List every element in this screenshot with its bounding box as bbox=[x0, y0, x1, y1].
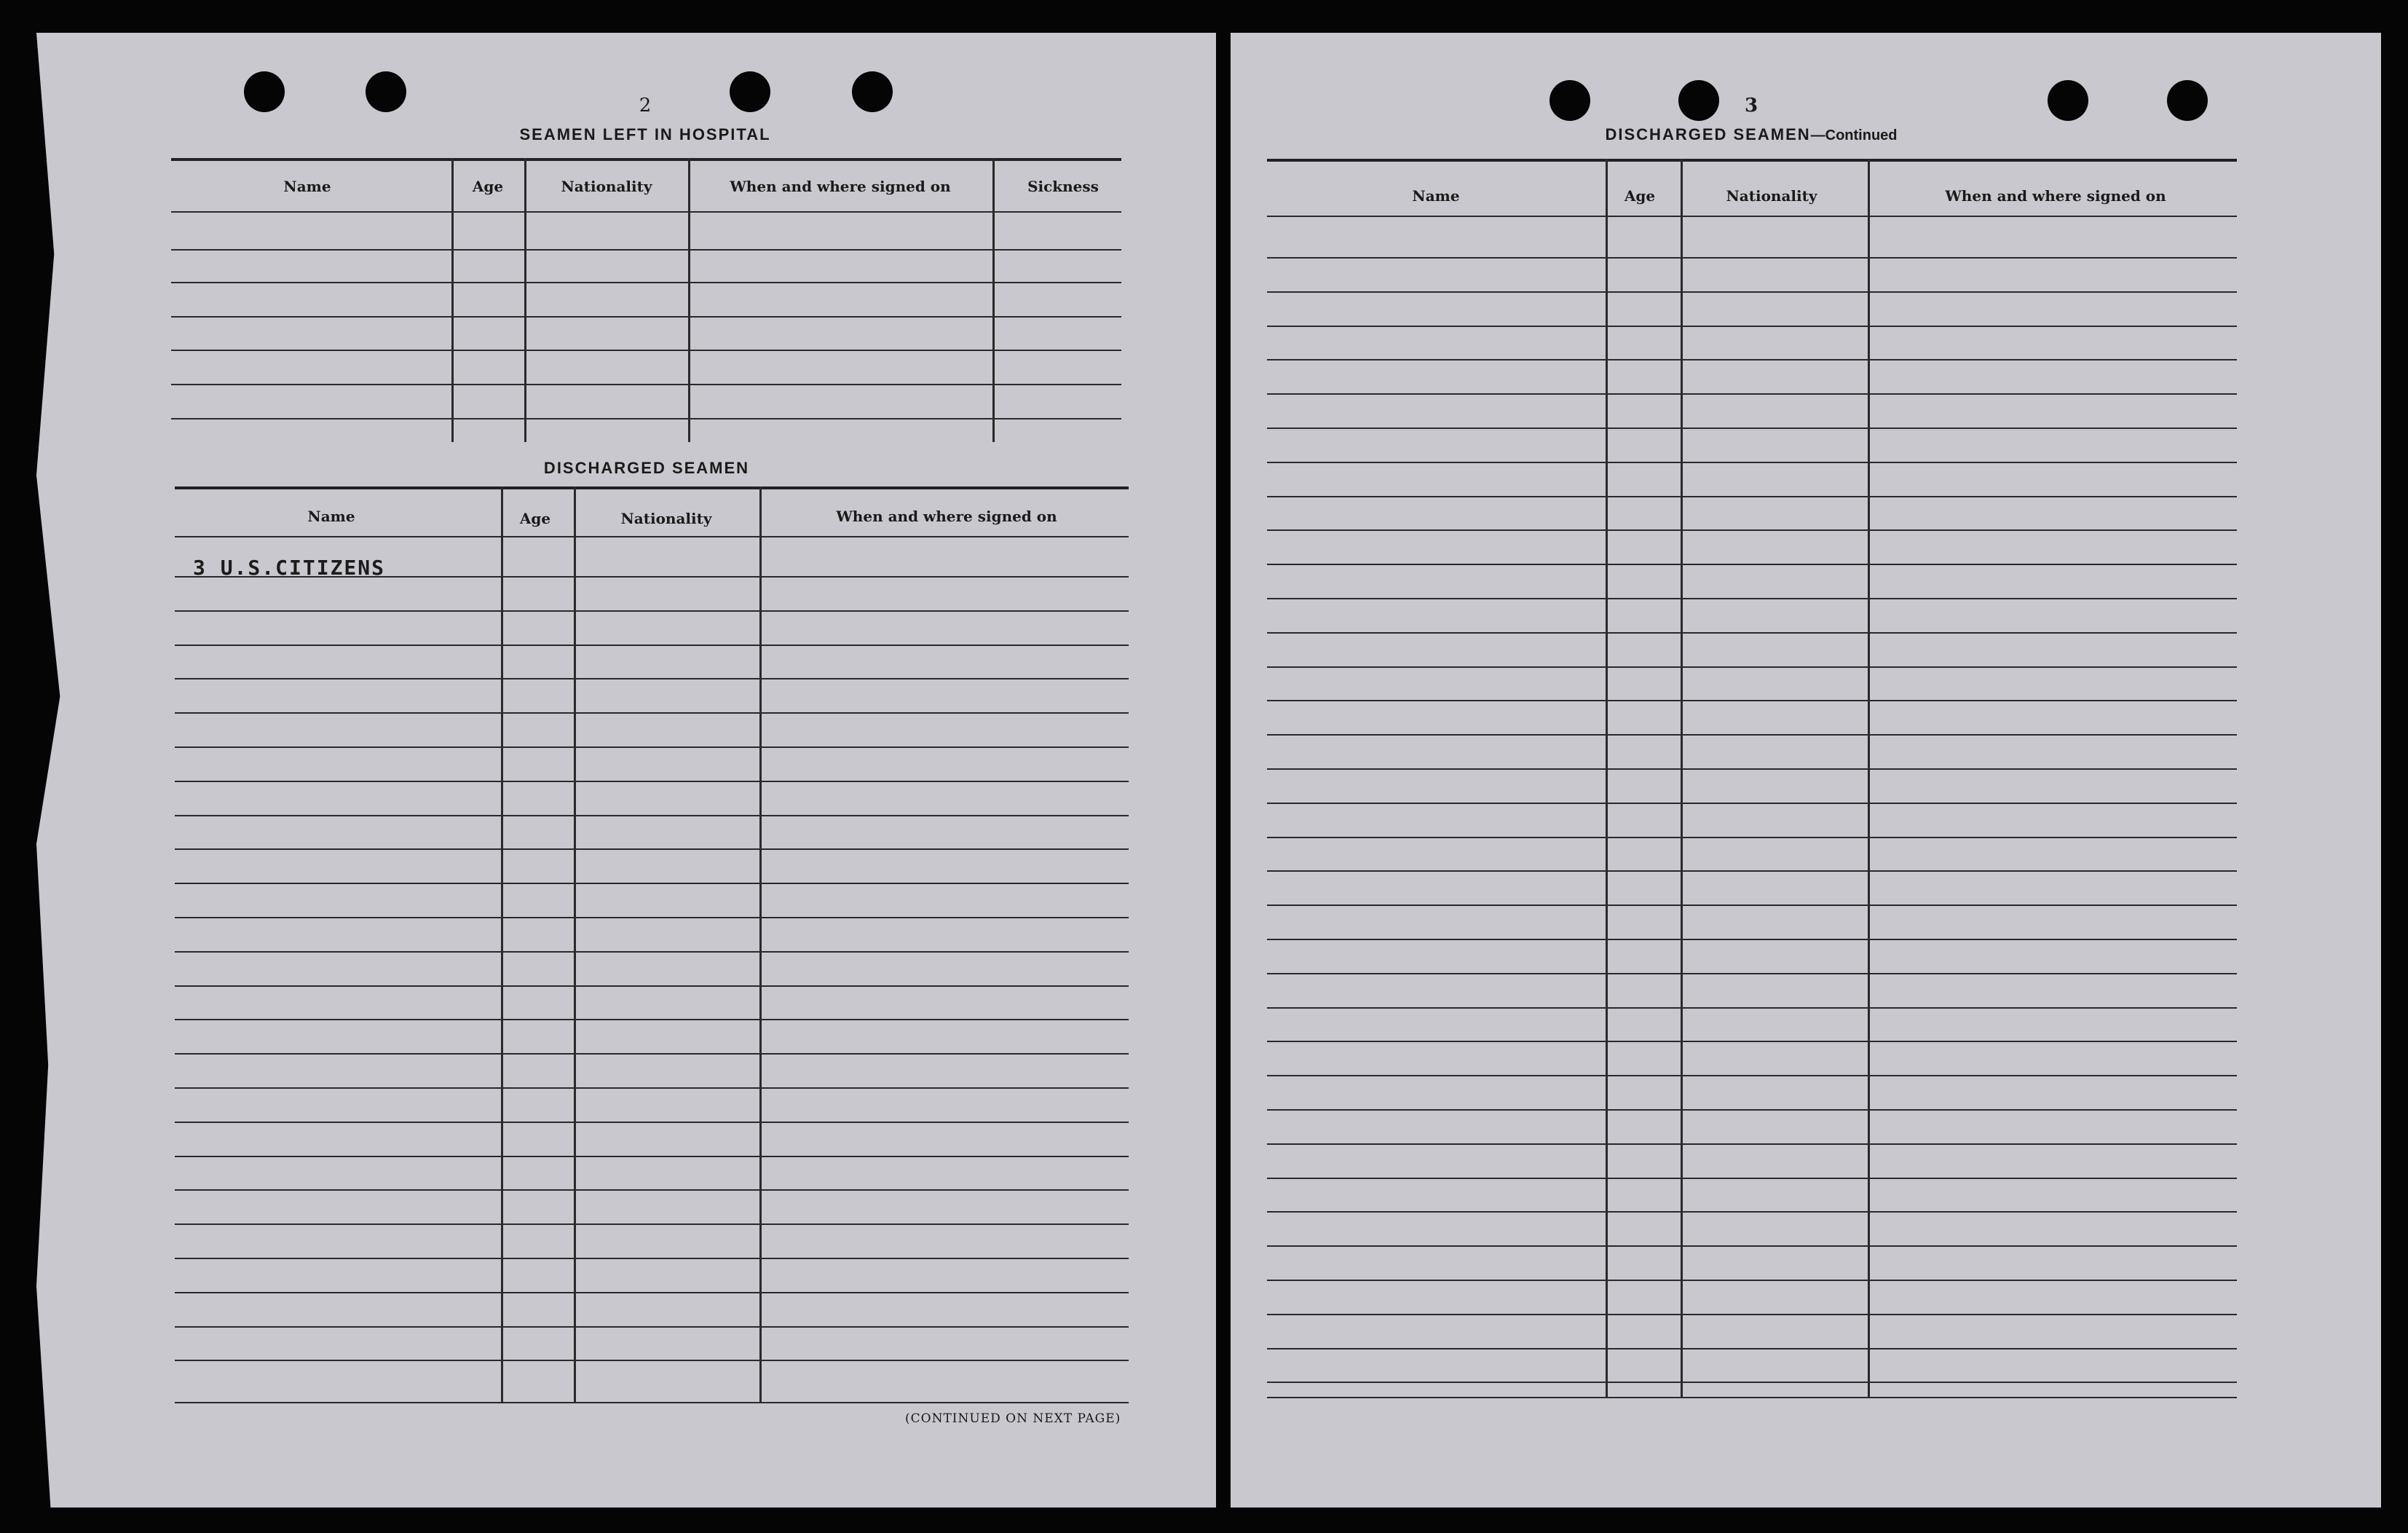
hospital-section-title: SEAMEN LEFT IN HOSPITAL bbox=[519, 125, 771, 143]
row-rule bbox=[175, 1292, 1129, 1293]
row-rule bbox=[1267, 326, 2237, 327]
row-rule bbox=[175, 848, 1129, 850]
punch-hole bbox=[1550, 80, 1590, 121]
column-divider bbox=[501, 486, 503, 1402]
row-rule bbox=[1267, 496, 2237, 497]
discharged-section-title: DISCHARGED SEAMEN bbox=[543, 459, 750, 477]
row-rule bbox=[1267, 1041, 2237, 1042]
column-header-name: Name bbox=[283, 178, 331, 195]
row-rule bbox=[1267, 393, 2237, 395]
row-rule bbox=[1267, 359, 2237, 360]
row-rule bbox=[175, 678, 1129, 679]
column-header-age: Age bbox=[472, 178, 504, 195]
row-rule bbox=[175, 1360, 1129, 1361]
row-rule bbox=[1267, 734, 2237, 736]
row-rule bbox=[1267, 939, 2237, 940]
row-rule bbox=[175, 746, 1129, 748]
row-rule bbox=[1267, 257, 2237, 259]
row-rule bbox=[1267, 1314, 2237, 1315]
row-rule bbox=[175, 1019, 1129, 1020]
discharged-continued-title bbox=[1605, 125, 1897, 144]
typed-entry: 3 U.S.CITIZENS bbox=[193, 556, 386, 580]
row-rule bbox=[175, 1223, 1129, 1225]
row-rule bbox=[175, 985, 1129, 987]
hospital-table bbox=[171, 154, 1121, 442]
row-rule bbox=[175, 486, 1129, 489]
column-header-signed-on: When and where signed on bbox=[730, 178, 951, 195]
row-rule bbox=[175, 815, 1129, 816]
row-rule bbox=[1267, 1075, 2237, 1076]
row-rule bbox=[1267, 905, 2237, 906]
row-rule bbox=[1267, 700, 2237, 701]
row-rule bbox=[1267, 870, 2237, 872]
column-divider bbox=[1606, 159, 1608, 1397]
column-divider bbox=[574, 486, 576, 1402]
row-rule bbox=[175, 917, 1129, 918]
row-rule bbox=[175, 883, 1129, 884]
column-header-nationality: Nationality bbox=[561, 178, 652, 195]
row-rule bbox=[175, 1402, 1129, 1403]
discharged-table bbox=[175, 486, 1129, 1406]
title-main: DISCHARGED SEAMEN bbox=[1605, 125, 1811, 143]
row-rule bbox=[1267, 216, 2237, 217]
punch-hole bbox=[2167, 80, 2208, 121]
row-rule bbox=[175, 1053, 1129, 1055]
row-rule bbox=[1267, 291, 2237, 293]
row-rule bbox=[1267, 1280, 2237, 1281]
row-rule bbox=[1267, 529, 2237, 531]
column-header-sickness: Sickness bbox=[1027, 178, 1099, 195]
row-rule bbox=[1267, 1109, 2237, 1111]
row-rule bbox=[1267, 462, 2237, 463]
column-divider bbox=[1868, 159, 1870, 1397]
row-rule bbox=[175, 1326, 1129, 1328]
row-rule bbox=[1267, 564, 2237, 565]
punch-hole bbox=[244, 71, 285, 112]
discharged-continued-table bbox=[1267, 159, 2237, 1406]
row-rule bbox=[175, 1087, 1129, 1089]
page-number: 3 bbox=[1744, 95, 1758, 117]
page-number: 2 bbox=[639, 95, 652, 117]
column-header-signed-on: When and where signed on bbox=[836, 508, 1057, 525]
continued-note: (CONTINUED ON NEXT PAGE) bbox=[905, 1411, 1121, 1426]
column-divider bbox=[1681, 159, 1683, 1397]
row-rule bbox=[175, 951, 1129, 953]
row-rule bbox=[175, 1189, 1129, 1191]
column-header-signed-on: When and where signed on bbox=[1945, 187, 2166, 205]
column-header-age: Age bbox=[519, 510, 551, 527]
row-rule bbox=[175, 536, 1129, 537]
column-header-name: Name bbox=[1412, 187, 1460, 205]
punch-hole bbox=[2048, 80, 2088, 121]
punch-hole bbox=[1678, 80, 1719, 121]
row-rule bbox=[175, 645, 1129, 646]
row-rule bbox=[1267, 1143, 2237, 1145]
row-rule bbox=[1267, 1397, 2237, 1398]
punch-hole bbox=[366, 71, 406, 112]
row-rule bbox=[1267, 632, 2237, 634]
row-rule bbox=[175, 712, 1129, 714]
row-rule bbox=[1267, 1007, 2237, 1009]
punch-hole bbox=[730, 71, 770, 112]
row-rule bbox=[1267, 973, 2237, 974]
column-divider bbox=[759, 486, 762, 1402]
row-rule bbox=[175, 1258, 1129, 1259]
row-rule bbox=[175, 1122, 1129, 1123]
column-header-nationality: Nationality bbox=[1726, 187, 1817, 205]
row-rule bbox=[1267, 803, 2237, 804]
column-header-age: Age bbox=[1624, 187, 1656, 205]
row-rule bbox=[175, 1156, 1129, 1157]
column-header-nationality: Nationality bbox=[620, 510, 712, 527]
row-rule bbox=[1267, 1178, 2237, 1179]
row-rule bbox=[1267, 1348, 2237, 1349]
row-rule bbox=[1267, 768, 2237, 770]
row-rule bbox=[1267, 1245, 2237, 1247]
punch-hole bbox=[852, 71, 893, 112]
column-header-name: Name bbox=[307, 508, 355, 525]
row-rule bbox=[1267, 1211, 2237, 1213]
row-rule bbox=[1267, 598, 2237, 599]
row-rule bbox=[1267, 427, 2237, 429]
row-rule bbox=[175, 610, 1129, 612]
title-suffix: —Continued bbox=[1810, 127, 1898, 143]
row-rule bbox=[1267, 837, 2237, 838]
row-rule bbox=[175, 781, 1129, 782]
row-rule bbox=[1267, 159, 2237, 162]
row-rule bbox=[1267, 666, 2237, 668]
row-rule bbox=[1267, 1382, 2237, 1383]
